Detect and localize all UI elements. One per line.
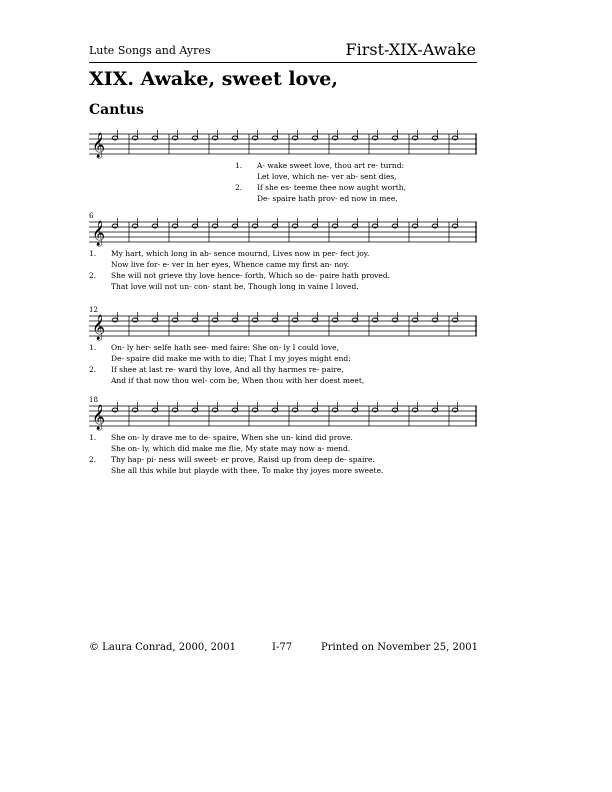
measure-number: 6 — [89, 212, 94, 220]
svg-text:𝄞: 𝄞 — [92, 133, 106, 158]
lyric-text: If shee at last re- ward thy love, And all thy harmes re- paire, — [111, 365, 344, 374]
verse-number: 1. — [89, 433, 97, 442]
header-rule — [89, 62, 477, 63]
measure-number: 18 — [89, 396, 98, 404]
staff — [89, 218, 477, 252]
lyric-text: If she es- teeme thee now aught worth, — [257, 183, 406, 192]
lyrics-block — [89, 248, 477, 292]
staff — [89, 130, 477, 164]
lyric-text: She on- ly, which did make me flie, My state may now a- mend. — [111, 444, 351, 453]
footer-page-number: I-77 — [272, 642, 293, 653]
verse-number: 1. — [89, 249, 97, 258]
lyric-text: She all this while but playde with thee, To make thy joyes more sweete. — [111, 466, 384, 475]
lyric-text: De- spaire did make me with to die; That I my joyes might end: — [111, 354, 351, 363]
music-system — [89, 212, 477, 298]
lyric-line — [235, 182, 477, 193]
lyric-line — [235, 171, 477, 182]
lyric-line — [89, 342, 477, 353]
verse-number: 1. — [235, 161, 243, 170]
music-system — [89, 396, 477, 482]
lyric-line — [235, 193, 477, 204]
lyric-line — [89, 353, 477, 364]
lyric-text: Thy hap- pi- ness will sweet- er prove, Raisd up from deep de- spaire. — [111, 455, 375, 464]
footer-copyright: © Laura Conrad, 2000, 2001 — [89, 642, 237, 653]
running-header-right: First-XIX-Awake — [345, 40, 476, 59]
lyrics-block — [235, 160, 477, 204]
verse-number: 2. — [235, 183, 243, 192]
music-system — [89, 130, 477, 210]
svg-text:𝄞: 𝄞 — [92, 315, 106, 340]
lyric-line — [89, 443, 477, 454]
lyric-line — [89, 281, 477, 292]
lyric-text: She on- ly drave me to de- spaire, When she un- kind did prove. — [111, 433, 353, 442]
music-system — [89, 306, 477, 392]
lyric-line — [89, 375, 477, 386]
lyric-text: Now live for- e- ver in her eyes, Whence came my first an- noy. — [111, 260, 350, 269]
lyric-text: Let love, which ne- ver ab- sent dies, — [257, 172, 397, 181]
lyric-line — [89, 465, 477, 476]
lyric-line — [89, 248, 477, 259]
lyric-text: She will not grieve thy love hence- forth, Which so de- paire hath proved. — [111, 271, 391, 280]
lyric-text: De- spaire hath prov- ed now in mee, — [257, 194, 398, 203]
song-title: XIX. Awake, sweet love, — [89, 68, 338, 90]
lyric-line — [89, 364, 477, 375]
staff — [89, 402, 477, 436]
svg-text:𝄞: 𝄞 — [92, 221, 106, 246]
lyric-line — [89, 454, 477, 465]
lyrics-block — [89, 432, 477, 476]
lyric-line — [89, 432, 477, 443]
lyrics-block — [89, 342, 477, 386]
verse-number: 2. — [89, 455, 97, 464]
verse-number: 1. — [89, 343, 97, 352]
lyric-line — [89, 270, 477, 281]
svg-text:𝄞: 𝄞 — [92, 405, 106, 430]
lyric-text: And if that now thou wel- com be, When thou with her doest meet, — [111, 376, 365, 385]
lyric-text: A- wake sweet love, thou art re- turnd: — [257, 161, 405, 170]
part-name: Cantus — [89, 102, 144, 118]
lyric-line — [235, 160, 477, 171]
footer-printed-date: Printed on November 25, 2001 — [321, 642, 478, 653]
lyric-text: That love will not un- con- stant be, Though long in vaine I loved. — [111, 282, 359, 291]
running-header-left: Lute Songs and Ayres — [89, 44, 211, 57]
verse-number: 2. — [89, 365, 97, 374]
lyric-line — [89, 259, 477, 270]
staff — [89, 312, 477, 346]
lyric-text: On- ly her- selfe hath see- med faire: She on- ly I could love, — [111, 343, 339, 352]
verse-number: 2. — [89, 271, 97, 280]
lyric-text: My hart, which long in ab- sence mournd, Lives now in per- fect joy. — [111, 249, 370, 258]
measure-number: 12 — [89, 306, 98, 314]
